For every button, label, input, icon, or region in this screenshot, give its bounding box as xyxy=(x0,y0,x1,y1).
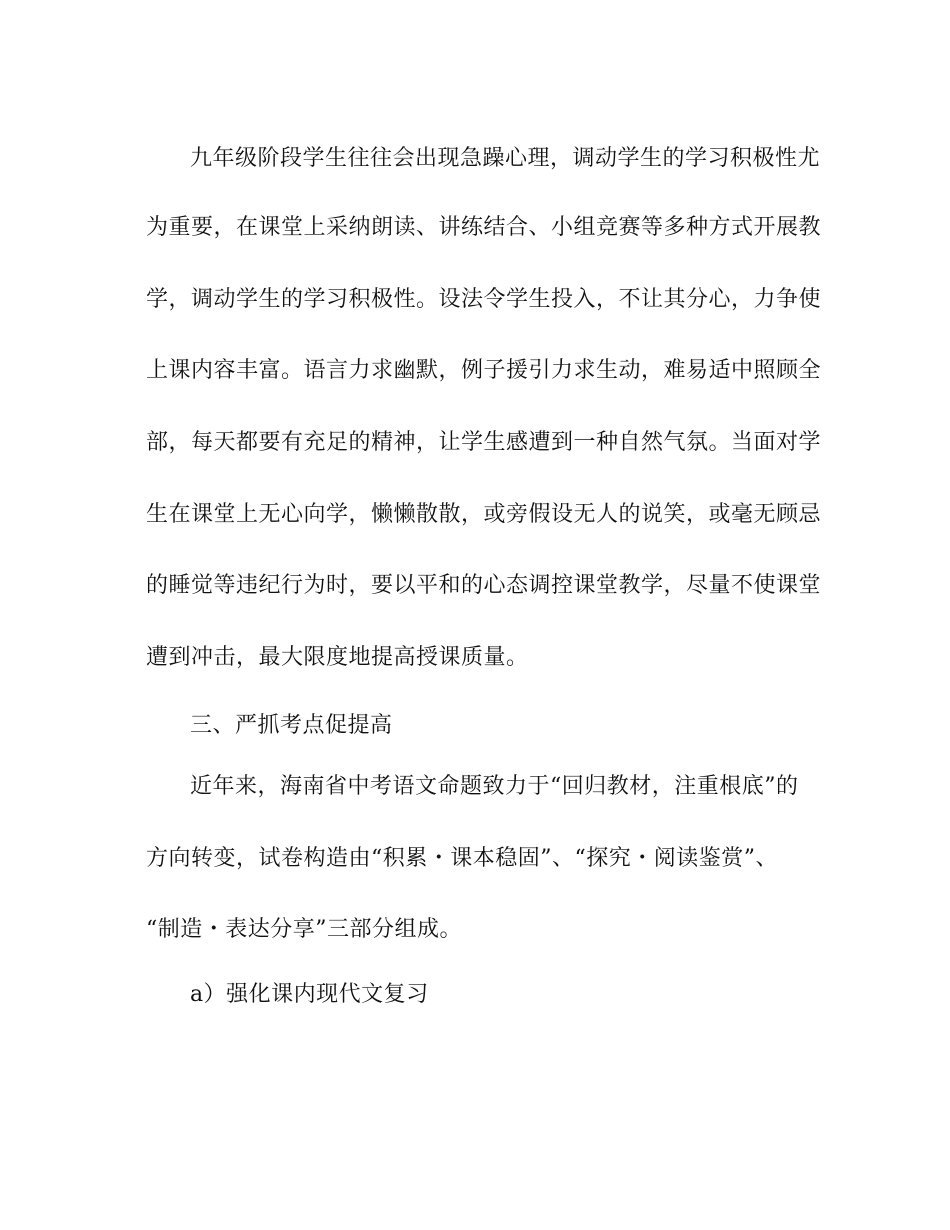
paragraph-line: 生在课堂上无心向学，懒懒散散，或旁假设无人的说笑，或毫无顾忌 xyxy=(146,502,822,527)
paragraph-line: 为重要，在课堂上采纳朗读、讲练结合、小组竞赛等多种方式开展教 xyxy=(146,215,822,240)
paragraph-line: 九年级阶段学生往往会出现急躁心理，调动学生的学习积极性尤 xyxy=(190,146,821,171)
paragraph-line: “制造・表达分享”三部分组成。 xyxy=(146,917,462,942)
subheading: a）强化课内现代文复习 xyxy=(190,982,429,1007)
paragraph-line: 上课内容丰富。语言力求幽默，例子援引力求生动，难易适中照顾全 xyxy=(146,358,822,383)
paragraph-line: 学，调动学生的学习积极性。设法令学生投入，不让其分心，力争使 xyxy=(146,287,822,312)
section-heading: 三、严抓考点促提高 xyxy=(190,713,393,738)
paragraph-line: 遭到冲击，最大限度地提高授课质量。 xyxy=(146,645,529,670)
paragraph-line: 的睡觉等违纪行为时，要以平和的心态调控课堂教学，尽量不使课堂 xyxy=(146,573,822,598)
paragraph-line: 方向转变，试卷构造由“积累・课本稳固”、“探究・阅读鉴赏”、 xyxy=(146,846,778,871)
paragraph-line: 近年来，海南省中考语文命题致力于“回归教材，注重根底”的 xyxy=(190,774,799,799)
paragraph-line: 部，每天都要有充足的精神，让学生感遭到一种自然气氛。当面对学 xyxy=(146,430,822,455)
